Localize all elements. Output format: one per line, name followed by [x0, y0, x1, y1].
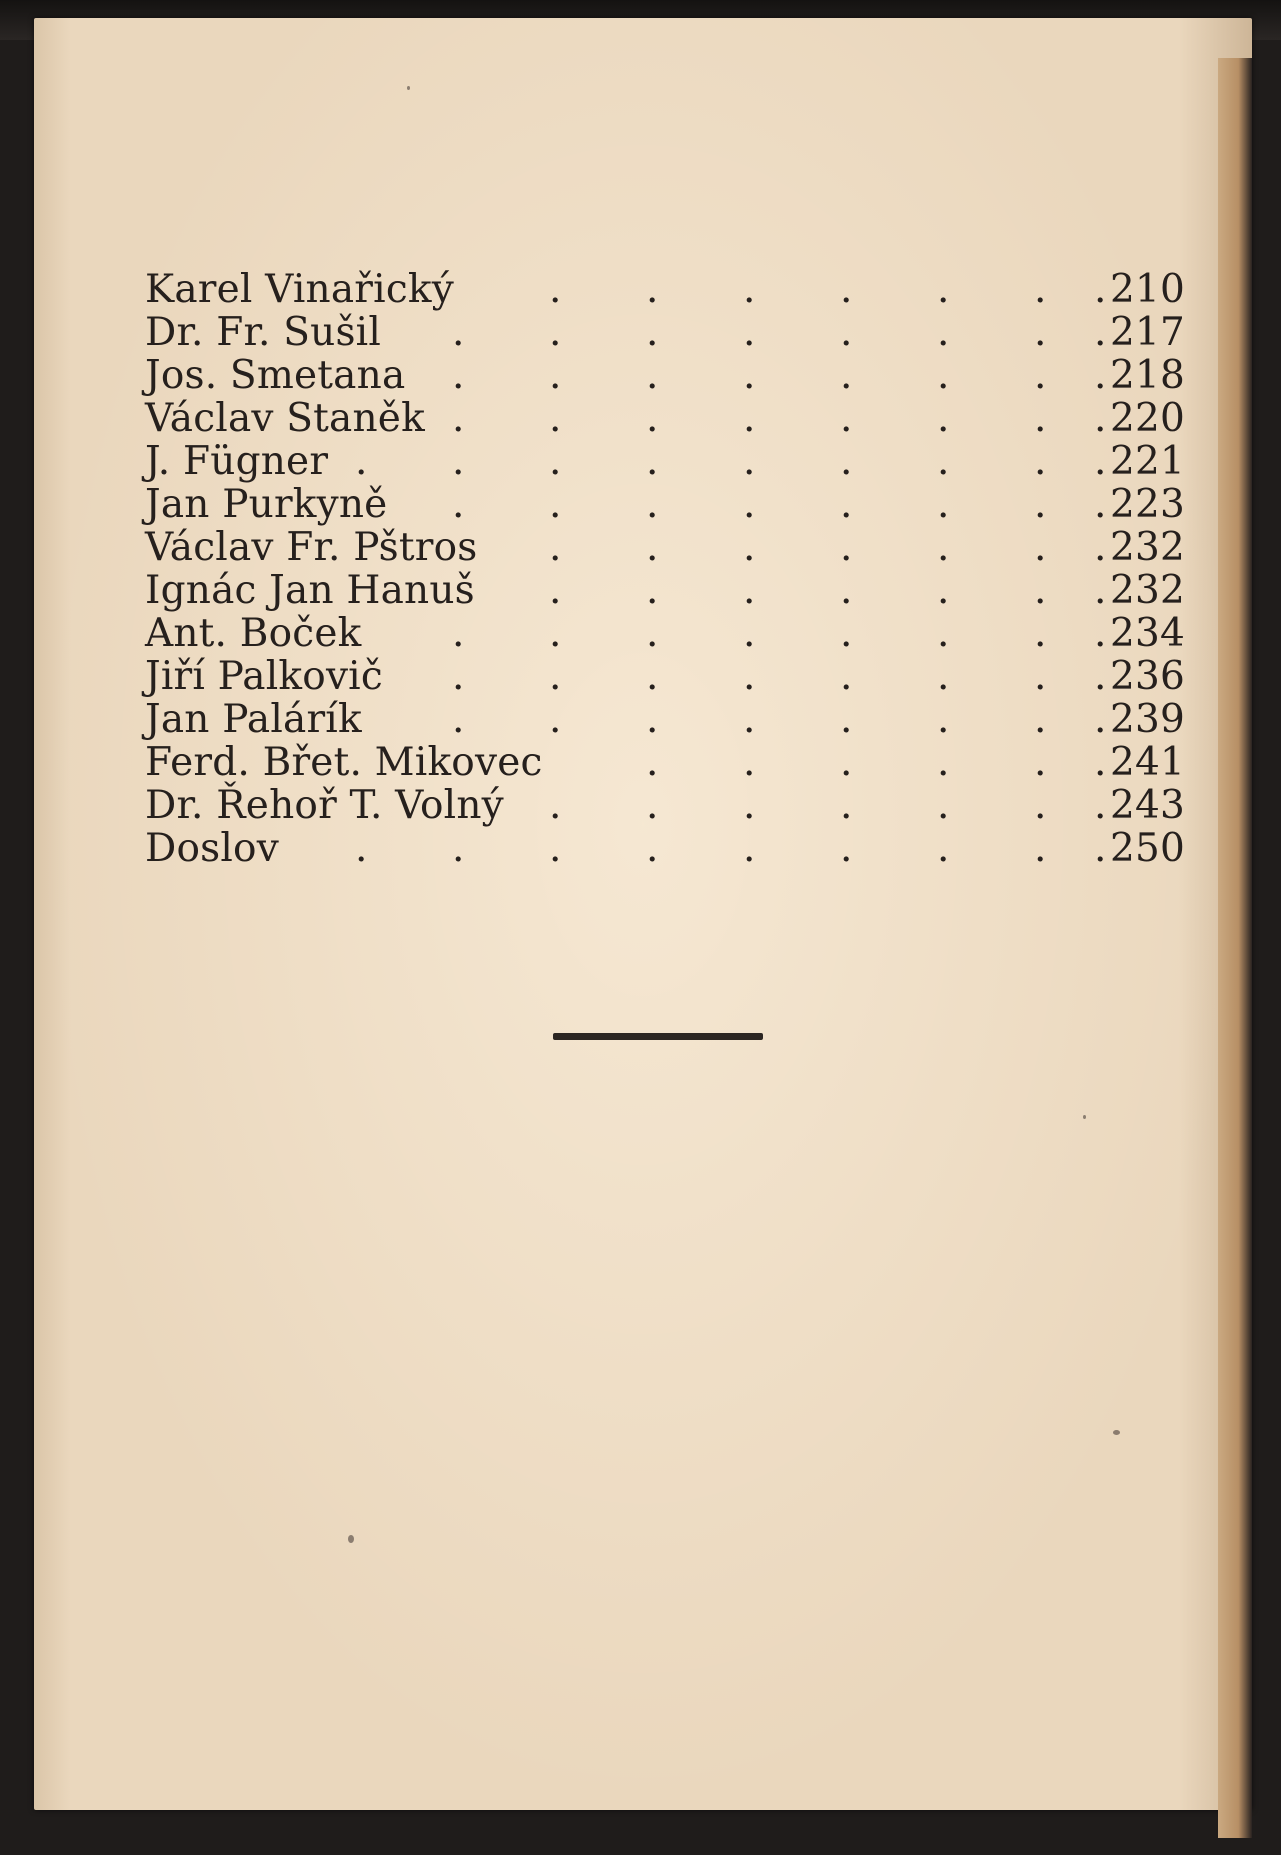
toc-row — [145, 655, 1185, 698]
leader-dot: . — [646, 740, 659, 785]
table-of-contents — [145, 268, 1185, 870]
leader-dot: . — [840, 525, 853, 570]
leader-dot: . — [1034, 482, 1047, 527]
leader-dot: . — [937, 611, 950, 656]
leader-dot: . — [646, 482, 659, 527]
toc-entry-name: Dr. Fr. Sušil — [145, 310, 382, 355]
leader-dot: . — [452, 654, 465, 699]
toc-row — [145, 526, 1185, 569]
leader-dot: . — [452, 439, 465, 484]
leader-dot: . — [1034, 396, 1047, 441]
leader-dot: . — [937, 697, 950, 742]
toc-leader-dots — [145, 482, 1107, 527]
toc-row — [145, 268, 1185, 311]
leader-dot: . — [937, 439, 950, 484]
leader-dot: . — [1034, 783, 1047, 828]
leader-dot: . — [937, 482, 950, 527]
toc-entry-page: 217 — [1109, 310, 1185, 355]
leader-dot: . — [743, 740, 756, 785]
toc-row — [145, 612, 1185, 655]
toc-entry-page: 221 — [1109, 439, 1185, 484]
leader-dot: . — [840, 482, 853, 527]
leader-dot: . — [743, 611, 756, 656]
toc-row — [145, 827, 1185, 870]
toc-entry-page: 232 — [1109, 568, 1185, 613]
leader-dot: . — [743, 310, 756, 355]
leader-dot: . — [743, 783, 756, 828]
toc-leader-dots — [145, 267, 1107, 312]
toc-entry-page: 234 — [1109, 611, 1185, 656]
toc-entry-name: Jos. Smetana — [145, 353, 406, 398]
leader-dot: . — [937, 525, 950, 570]
leader-dot: . — [840, 783, 853, 828]
leader-dot: . — [1094, 611, 1107, 656]
leader-dot: . — [1094, 267, 1107, 312]
leader-dot: . — [549, 353, 562, 398]
leader-dot: . — [646, 396, 659, 441]
toc-row — [145, 569, 1185, 612]
leader-dot: . — [1094, 697, 1107, 742]
toc-entry-name: Karel Vinařický — [145, 267, 454, 312]
leader-dot: . — [452, 310, 465, 355]
leader-dot: . — [452, 482, 465, 527]
toc-entry-page: 218 — [1109, 353, 1185, 398]
leader-dot: . — [743, 482, 756, 527]
leader-dot: . — [840, 267, 853, 312]
leader-dot: . — [743, 267, 756, 312]
toc-entry-name: Jan Palárík — [145, 697, 362, 742]
leader-dot: . — [1094, 783, 1107, 828]
leader-dot: . — [452, 611, 465, 656]
leader-dot: . — [646, 353, 659, 398]
leader-dot: . — [840, 611, 853, 656]
toc-entry-name: Ignác Jan Hanuš — [145, 568, 475, 613]
toc-row — [145, 698, 1185, 741]
leader-dot: . — [646, 783, 659, 828]
page-gutter-edge — [1218, 58, 1252, 1838]
leader-dot: . — [646, 568, 659, 613]
toc-leader-dots — [145, 826, 1107, 871]
leader-dot: . — [840, 697, 853, 742]
leader-dot: . — [646, 310, 659, 355]
leader-dot: . — [937, 783, 950, 828]
leader-dot: . — [646, 611, 659, 656]
leader-dot: . — [743, 353, 756, 398]
leader-dot: . — [1094, 654, 1107, 699]
leader-dot: . — [1034, 353, 1047, 398]
toc-entry-page: 239 — [1109, 697, 1185, 742]
leader-dot: . — [549, 482, 562, 527]
leader-dot: . — [937, 310, 950, 355]
toc-entry-name: Dr. Řehoř T. Volný — [145, 783, 504, 828]
paper-speck — [1083, 1115, 1086, 1119]
leader-dot: . — [1094, 482, 1107, 527]
toc-entry-page: 210 — [1109, 267, 1185, 312]
leader-dot: . — [549, 310, 562, 355]
leader-dot: . — [743, 654, 756, 699]
leader-dot: . — [937, 353, 950, 398]
toc-leader-dots — [145, 310, 1107, 355]
toc-leader-dots — [145, 396, 1107, 441]
leader-dot: . — [743, 697, 756, 742]
leader-dot: . — [549, 654, 562, 699]
leader-dot: . — [840, 310, 853, 355]
toc-leader-dots — [145, 568, 1107, 613]
leader-dot: . — [549, 396, 562, 441]
paper-speck — [348, 1535, 354, 1543]
leader-dot: . — [355, 826, 368, 871]
toc-entry-page: 236 — [1109, 654, 1185, 699]
leader-dot: . — [1034, 568, 1047, 613]
toc-entry-name: Ferd. Břet. Mikovec — [145, 740, 543, 785]
leader-dot: . — [937, 826, 950, 871]
leader-dot: . — [937, 396, 950, 441]
toc-entry-name: Václav Fr. Pštros — [145, 525, 478, 570]
toc-entry-page: 223 — [1109, 482, 1185, 527]
leader-dot: . — [743, 396, 756, 441]
leader-dot: . — [1034, 611, 1047, 656]
toc-leader-dots — [145, 740, 1107, 785]
leader-dot: . — [646, 654, 659, 699]
leader-dot: . — [1094, 740, 1107, 785]
leader-dot: . — [743, 525, 756, 570]
toc-row — [145, 741, 1185, 784]
leader-dot: . — [549, 611, 562, 656]
leader-dot: . — [1094, 310, 1107, 355]
leader-dot: . — [452, 396, 465, 441]
leader-dot: . — [452, 697, 465, 742]
paper-speck — [1113, 1430, 1120, 1435]
leader-dot: . — [840, 568, 853, 613]
leader-dot: . — [549, 439, 562, 484]
leader-dot: . — [355, 439, 368, 484]
leader-dot: . — [1034, 740, 1047, 785]
toc-entry-page: 241 — [1109, 740, 1185, 785]
leader-dot: . — [1034, 525, 1047, 570]
toc-row — [145, 397, 1185, 440]
leader-dot: . — [646, 697, 659, 742]
leader-dot: . — [1094, 396, 1107, 441]
leader-dot: . — [840, 353, 853, 398]
leader-dot: . — [937, 740, 950, 785]
toc-entry-page: 220 — [1109, 396, 1185, 441]
leader-dot: . — [452, 353, 465, 398]
leader-dot: . — [1034, 310, 1047, 355]
leader-dot: . — [840, 826, 853, 871]
toc-leader-dots — [145, 439, 1107, 484]
leader-dot: . — [549, 568, 562, 613]
leader-dot: . — [646, 267, 659, 312]
section-divider-rule — [553, 1033, 763, 1040]
toc-entry-page: 250 — [1109, 826, 1185, 871]
toc-entry-name: Ant. Boček — [145, 611, 362, 656]
leader-dot: . — [646, 826, 659, 871]
toc-entry-name: Václav Staněk — [145, 396, 425, 441]
toc-entry-page: 232 — [1109, 525, 1185, 570]
leader-dot: . — [1094, 568, 1107, 613]
leader-dot: . — [840, 439, 853, 484]
leader-dot: . — [549, 697, 562, 742]
leader-dot: . — [743, 439, 756, 484]
toc-entry-name: J. Fügner — [145, 439, 329, 484]
toc-leader-dots — [145, 525, 1107, 570]
toc-leader-dots — [145, 697, 1107, 742]
leader-dot: . — [1034, 826, 1047, 871]
leader-dot: . — [1034, 267, 1047, 312]
leader-dot: . — [840, 654, 853, 699]
toc-row — [145, 311, 1185, 354]
leader-dot: . — [1094, 439, 1107, 484]
leader-dot: . — [743, 568, 756, 613]
leader-dot: . — [937, 654, 950, 699]
toc-entry-name: Jan Purkyně — [145, 482, 388, 527]
leader-dot: . — [1094, 353, 1107, 398]
leader-dot: . — [549, 525, 562, 570]
leader-dot: . — [452, 826, 465, 871]
leader-dot: . — [1094, 525, 1107, 570]
leader-dot: . — [1034, 697, 1047, 742]
leader-dot: . — [937, 267, 950, 312]
toc-row — [145, 354, 1185, 397]
leader-dot: . — [646, 525, 659, 570]
leader-dot: . — [549, 783, 562, 828]
toc-entry-name: Doslov — [145, 826, 279, 871]
toc-entry-page: 243 — [1109, 783, 1185, 828]
leader-dot: . — [1034, 439, 1047, 484]
leader-dot: . — [549, 826, 562, 871]
leader-dot: . — [840, 740, 853, 785]
leader-dot: . — [743, 826, 756, 871]
toc-leader-dots — [145, 654, 1107, 699]
toc-entry-name: Jiří Palkovič — [145, 654, 383, 699]
toc-leader-dots — [145, 611, 1107, 656]
toc-row — [145, 440, 1185, 483]
leader-dot: . — [549, 267, 562, 312]
leader-dot: . — [1094, 826, 1107, 871]
leader-dot: . — [1034, 654, 1047, 699]
paper-speck — [407, 86, 410, 90]
leader-dot: . — [937, 568, 950, 613]
toc-leader-dots — [145, 783, 1107, 828]
toc-leader-dots — [145, 353, 1107, 398]
toc-row — [145, 483, 1185, 526]
leader-dot: . — [646, 439, 659, 484]
toc-row — [145, 784, 1185, 827]
leader-dot: . — [840, 396, 853, 441]
